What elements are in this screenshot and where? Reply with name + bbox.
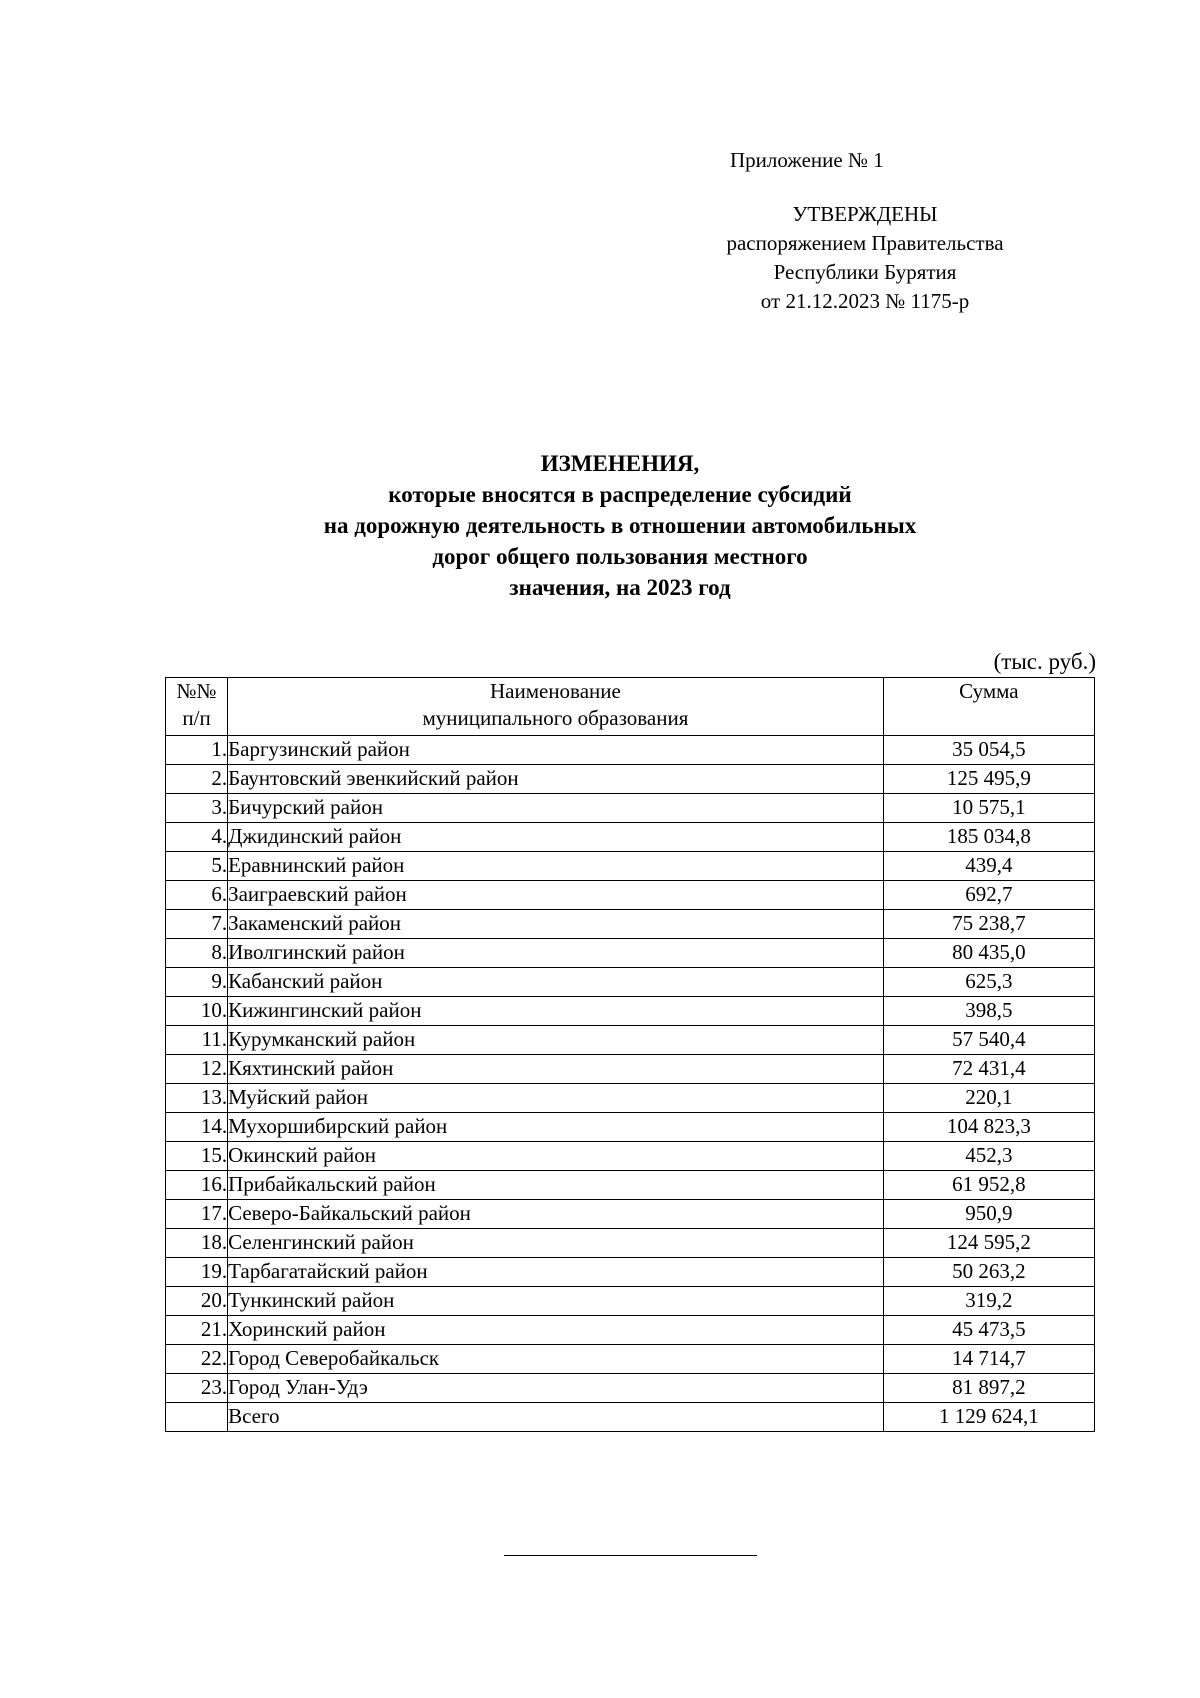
header-name-line1: Наименование	[489, 679, 621, 703]
table-row	[166, 1171, 1095, 1200]
table-row	[166, 1026, 1095, 1055]
table-row	[166, 1316, 1095, 1345]
table-row	[166, 736, 1095, 765]
row-name: Муйский район	[228, 1084, 884, 1113]
row-sum: 220,1	[883, 1084, 1094, 1113]
row-name: Селенгинский район	[228, 1229, 884, 1258]
row-sum: 319,2	[883, 1287, 1094, 1316]
table-row	[166, 1374, 1095, 1403]
row-name: Северо-Байкальский район	[228, 1200, 884, 1229]
title-line: дорог общего пользования местного	[432, 544, 808, 569]
row-sum: 81 897,2	[883, 1374, 1094, 1403]
table-row	[166, 1287, 1095, 1316]
subsidy-table	[165, 677, 1095, 1432]
row-number: 10.	[166, 997, 228, 1026]
row-name: Еравнинский район	[228, 852, 884, 881]
row-name: Город Улан-Удэ	[228, 1374, 884, 1403]
row-name: Заиграевский район	[228, 881, 884, 910]
table-row	[166, 1229, 1095, 1258]
row-name: Баунтовский эвенкийский район	[228, 765, 884, 794]
approval-line: УТВЕРЖДЕНЫ	[792, 202, 938, 226]
row-name: Кижингинский район	[228, 997, 884, 1026]
header-number-line1: №№	[176, 679, 217, 703]
row-name: Город Северобайкальск	[228, 1345, 884, 1374]
row-sum: 75 238,7	[883, 910, 1094, 939]
table-row	[166, 765, 1095, 794]
table-row	[166, 997, 1095, 1026]
row-name: Тункинский район	[228, 1287, 884, 1316]
row-number: 15.	[166, 1142, 228, 1171]
row-number: 16.	[166, 1171, 228, 1200]
row-name: Мухоршибирский район	[228, 1113, 884, 1142]
table-total-row	[166, 1403, 1095, 1432]
table-row	[166, 910, 1095, 939]
row-sum: 625,3	[883, 968, 1094, 997]
table-row	[166, 881, 1095, 910]
table-body	[166, 736, 1095, 1432]
row-sum: 104 823,3	[883, 1113, 1094, 1142]
table-row	[166, 939, 1095, 968]
row-name: Курумканский район	[228, 1026, 884, 1055]
row-sum: 50 263,2	[883, 1258, 1094, 1287]
header-number-line2: п/п	[182, 706, 211, 730]
title-line: ИЗМЕНЕНИЯ,	[540, 451, 700, 476]
table-row	[166, 1345, 1095, 1374]
header-sum: Сумма	[883, 678, 1094, 736]
row-name: Тарбагатайский район	[228, 1258, 884, 1287]
approval-line: Республики Бурятия	[773, 260, 957, 284]
row-name: Бичурский район	[228, 794, 884, 823]
total-sum: 1 129 624,1	[883, 1403, 1094, 1432]
table-row	[166, 968, 1095, 997]
table-row	[166, 1200, 1095, 1229]
row-number: 20.	[166, 1287, 228, 1316]
table-row	[166, 1142, 1095, 1171]
row-number: 1.	[166, 736, 228, 765]
row-number: 6.	[166, 881, 228, 910]
row-number: 7.	[166, 910, 228, 939]
row-name: Кабанский район	[228, 968, 884, 997]
header-number	[166, 678, 228, 736]
row-sum: 45 473,5	[883, 1316, 1094, 1345]
row-sum: 14 714,7	[883, 1345, 1094, 1374]
row-sum: 398,5	[883, 997, 1094, 1026]
row-name: Джидинский район	[228, 823, 884, 852]
row-number: 9.	[166, 968, 228, 997]
row-number: 12.	[166, 1055, 228, 1084]
row-sum: 185 034,8	[883, 823, 1094, 852]
row-sum: 61 952,8	[883, 1171, 1094, 1200]
row-name: Баргузинский район	[228, 736, 884, 765]
table-row	[166, 1084, 1095, 1113]
row-sum: 35 054,5	[883, 736, 1094, 765]
row-name: Хоринский район	[228, 1316, 884, 1345]
row-number: 14.	[166, 1113, 228, 1142]
table-row	[166, 823, 1095, 852]
row-sum: 72 431,4	[883, 1055, 1094, 1084]
row-name: Прибайкальский район	[228, 1171, 884, 1200]
table-row	[166, 794, 1095, 823]
row-number: 8.	[166, 939, 228, 968]
header-name-line2: муниципального образования	[422, 706, 689, 730]
table-header-row	[166, 678, 1095, 736]
row-number: 11.	[166, 1026, 228, 1055]
row-number: 17.	[166, 1200, 228, 1229]
row-name: Окинский район	[228, 1142, 884, 1171]
table-row	[166, 1258, 1095, 1287]
row-sum: 439,4	[883, 852, 1094, 881]
table-row	[166, 852, 1095, 881]
row-number: 13.	[166, 1084, 228, 1113]
approval-line: распоряжением Правительства	[726, 231, 1004, 255]
row-sum: 125 495,9	[883, 765, 1094, 794]
row-name: Кяхтинский район	[228, 1055, 884, 1084]
title-line: на дорожную деятельность в отношении автомобильных	[323, 513, 917, 538]
row-name: Закаменский район	[228, 910, 884, 939]
row-number: 4.	[166, 823, 228, 852]
row-number: 23.	[166, 1374, 228, 1403]
row-number: 21.	[166, 1316, 228, 1345]
total-label: Всего	[228, 1403, 884, 1432]
total-number	[166, 1403, 228, 1432]
document-title	[200, 448, 1040, 603]
header-name	[228, 678, 884, 736]
title-line: значения, на 2023 год	[509, 575, 731, 600]
row-sum: 124 595,2	[883, 1229, 1094, 1258]
row-number: 2.	[166, 765, 228, 794]
approval-block	[700, 200, 1030, 316]
appendix-label: Приложение № 1	[730, 148, 884, 172]
row-number: 3.	[166, 794, 228, 823]
row-sum: 10 575,1	[883, 794, 1094, 823]
row-number: 5.	[166, 852, 228, 881]
approval-line: от 21.12.2023 № 1175-р	[760, 289, 970, 313]
end-divider	[504, 1555, 757, 1556]
row-number: 22.	[166, 1345, 228, 1374]
units-label: (тыс. руб.)	[993, 649, 1096, 674]
row-sum: 692,7	[883, 881, 1094, 910]
row-number: 19.	[166, 1258, 228, 1287]
row-sum: 452,3	[883, 1142, 1094, 1171]
row-sum: 80 435,0	[883, 939, 1094, 968]
table-row	[166, 1055, 1095, 1084]
row-name: Иволгинский район	[228, 939, 884, 968]
row-sum: 57 540,4	[883, 1026, 1094, 1055]
row-number: 18.	[166, 1229, 228, 1258]
table-row	[166, 1113, 1095, 1142]
title-line: которые вносятся в распределение субсидий	[388, 482, 852, 507]
row-sum: 950,9	[883, 1200, 1094, 1229]
